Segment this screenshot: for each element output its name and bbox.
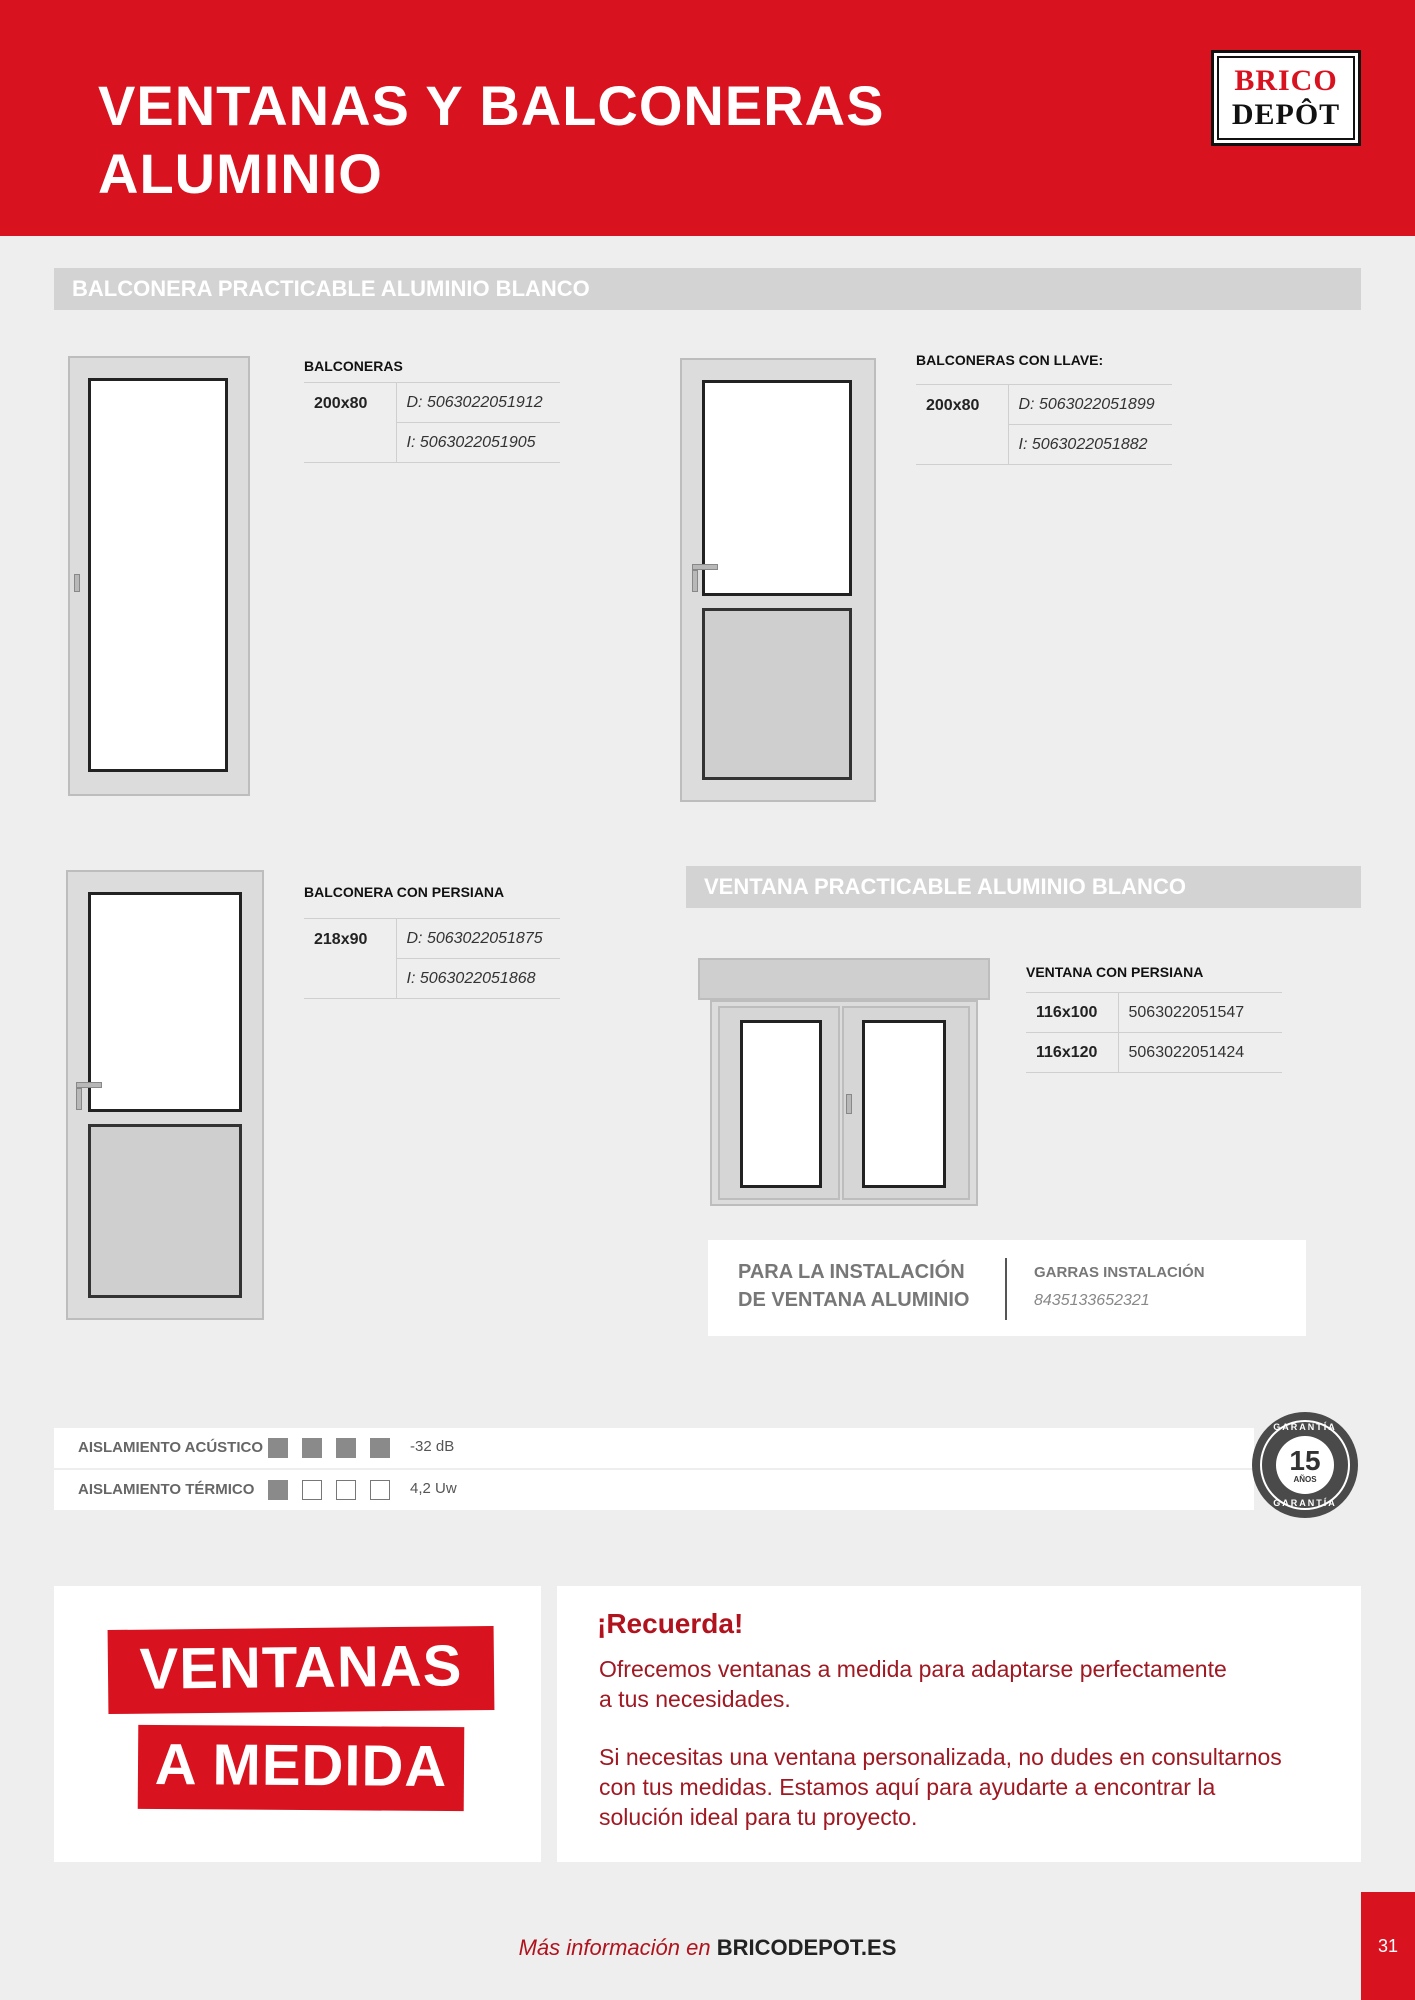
brico-depot-logo[interactable] (1211, 50, 1361, 146)
footer-prefix: Más información en (518, 1935, 717, 1960)
page-number: 31 (1361, 1892, 1415, 2000)
rating-square-filled (268, 1480, 288, 1500)
window-glass-left (740, 1020, 822, 1188)
code-cell: D: 5063022051912 (396, 383, 560, 423)
balconeras-llave-table (916, 384, 1172, 465)
code-cell: I: 5063022051882 (1008, 425, 1172, 465)
door-panel (702, 608, 852, 780)
balconera-image (68, 356, 250, 796)
rating-square-filled (370, 1438, 390, 1458)
installation-label-line2: DE VENTANA ALUMINIO (738, 1289, 970, 1311)
header-banner (0, 0, 1415, 236)
table-row (1026, 1033, 1282, 1073)
badge-center (1276, 1436, 1334, 1494)
logo-text-top: BRICO (1234, 64, 1338, 97)
installation-divider (1005, 1258, 1007, 1320)
logo-inner (1217, 56, 1355, 140)
warranty-badge-icon (1252, 1412, 1358, 1518)
door-glass (702, 380, 852, 596)
page-title-line2: ALUMINIO (98, 142, 383, 205)
balconera-persiana-title: BALCONERA CON PERSIANA (304, 884, 505, 900)
size-cell: 200x80 (916, 385, 1008, 465)
garras-label: GARRAS INSTALACIÓN (1034, 1264, 1205, 1281)
table-row (304, 919, 560, 959)
promo-line2: A MEDIDA (138, 1725, 465, 1811)
thermal-value: 4,2 Uw (410, 1480, 457, 1497)
door-lock-icon (76, 1088, 82, 1110)
installation-box (708, 1240, 1306, 1336)
footer-site-link[interactable]: BRICODEPOT.ES (716, 1935, 897, 1960)
rating-square-filled (336, 1438, 356, 1458)
section-ventana: VENTANA PRACTICABLE ALUMINIO BLANCO (686, 866, 1361, 908)
size-cell: 116x100 (1026, 993, 1118, 1033)
remember-p2-line2: con tus medidas. Estamos aquí para ayudarte a encontrar la (599, 1774, 1216, 1800)
page-title (98, 72, 884, 208)
acoustic-label: AISLAMIENTO ACÚSTICO (78, 1439, 264, 1456)
rating-square-empty (302, 1480, 322, 1500)
door-glass (88, 892, 242, 1112)
remember-paragraph-2 (599, 1742, 1359, 1832)
remember-p1-line2: a tus necesidades. (599, 1686, 791, 1712)
door-handle-icon (74, 574, 80, 592)
footer-info (0, 1935, 1415, 1961)
size-cell: 200x80 (304, 383, 396, 463)
thermal-insulation-row (54, 1470, 1254, 1510)
ventana-persiana-image (698, 958, 990, 1208)
table-row (304, 383, 560, 423)
remember-p2-line1: Si necesitas una ventana personalizada, no dudes en consultarnos (599, 1744, 1282, 1770)
section-balconera: BALCONERA PRACTICABLE ALUMINIO BLANCO (54, 268, 1361, 310)
rating-square-empty (336, 1480, 356, 1500)
balconera-persiana-table (304, 918, 560, 999)
size-cell: 116x120 (1026, 1033, 1118, 1073)
table-row (916, 385, 1172, 425)
remember-box (557, 1586, 1361, 1862)
door-lock-icon (692, 570, 698, 592)
garras-code: 8435133652321 (1034, 1292, 1150, 1309)
remember-paragraph-1 (599, 1654, 1359, 1714)
ventana-persiana-table (1026, 992, 1282, 1073)
badge-years: AÑOS (1293, 1474, 1317, 1484)
acoustic-insulation-row (54, 1428, 1254, 1468)
door-panel (88, 1124, 242, 1298)
size-cell: 218x90 (304, 919, 396, 999)
window-glass-right (862, 1020, 946, 1188)
rating-square-filled (268, 1438, 288, 1458)
rating-square-filled (302, 1438, 322, 1458)
promo-line1: VENTANAS (108, 1626, 495, 1714)
remember-title: ¡Recuerda! (597, 1608, 744, 1639)
thermal-label: AISLAMIENTO TÉRMICO (78, 1481, 255, 1498)
badge-bottom-text: GARANTÍA (1273, 1498, 1337, 1508)
code-cell: I: 5063022051905 (396, 423, 560, 463)
logo-text-bottom: DEPÔT (1231, 98, 1341, 131)
remember-p1-line1: Ofrecemos ventanas a medida para adaptarse perfectamente (599, 1656, 1227, 1682)
badge-top-text: GARANTÍA (1273, 1422, 1337, 1432)
rating-square-empty (370, 1480, 390, 1500)
promo-ventanas-a-medida (54, 1586, 541, 1862)
installation-label-line1: PARA LA INSTALACIÓN (738, 1261, 965, 1283)
balconera-llave-image (680, 358, 876, 802)
badge-number: 15 (1289, 1444, 1321, 1476)
installation-label (738, 1258, 969, 1314)
code-cell: I: 5063022051868 (396, 959, 560, 999)
code-cell: 5063022051547 (1118, 993, 1282, 1033)
code-cell: D: 5063022051875 (396, 919, 560, 959)
door-glass (88, 378, 228, 772)
balconeras-llave-title: BALCONERAS CON LLAVE: (916, 352, 1104, 368)
remember-p2-line3: solución ideal para tu proyecto. (599, 1804, 918, 1830)
window-handle-icon (846, 1094, 852, 1114)
shutter-box (698, 958, 990, 1000)
code-cell: 5063022051424 (1118, 1033, 1282, 1073)
acoustic-value: -32 dB (410, 1438, 455, 1455)
table-row (1026, 993, 1282, 1033)
balconera-persiana-image (66, 870, 264, 1320)
ventana-persiana-title: VENTANA CON PERSIANA (1026, 964, 1204, 980)
code-cell: D: 5063022051899 (1008, 385, 1172, 425)
balconeras-table (304, 382, 560, 463)
balconeras-title: BALCONERAS (304, 358, 403, 374)
page-title-line1: VENTANAS Y BALCONERAS (98, 74, 885, 137)
